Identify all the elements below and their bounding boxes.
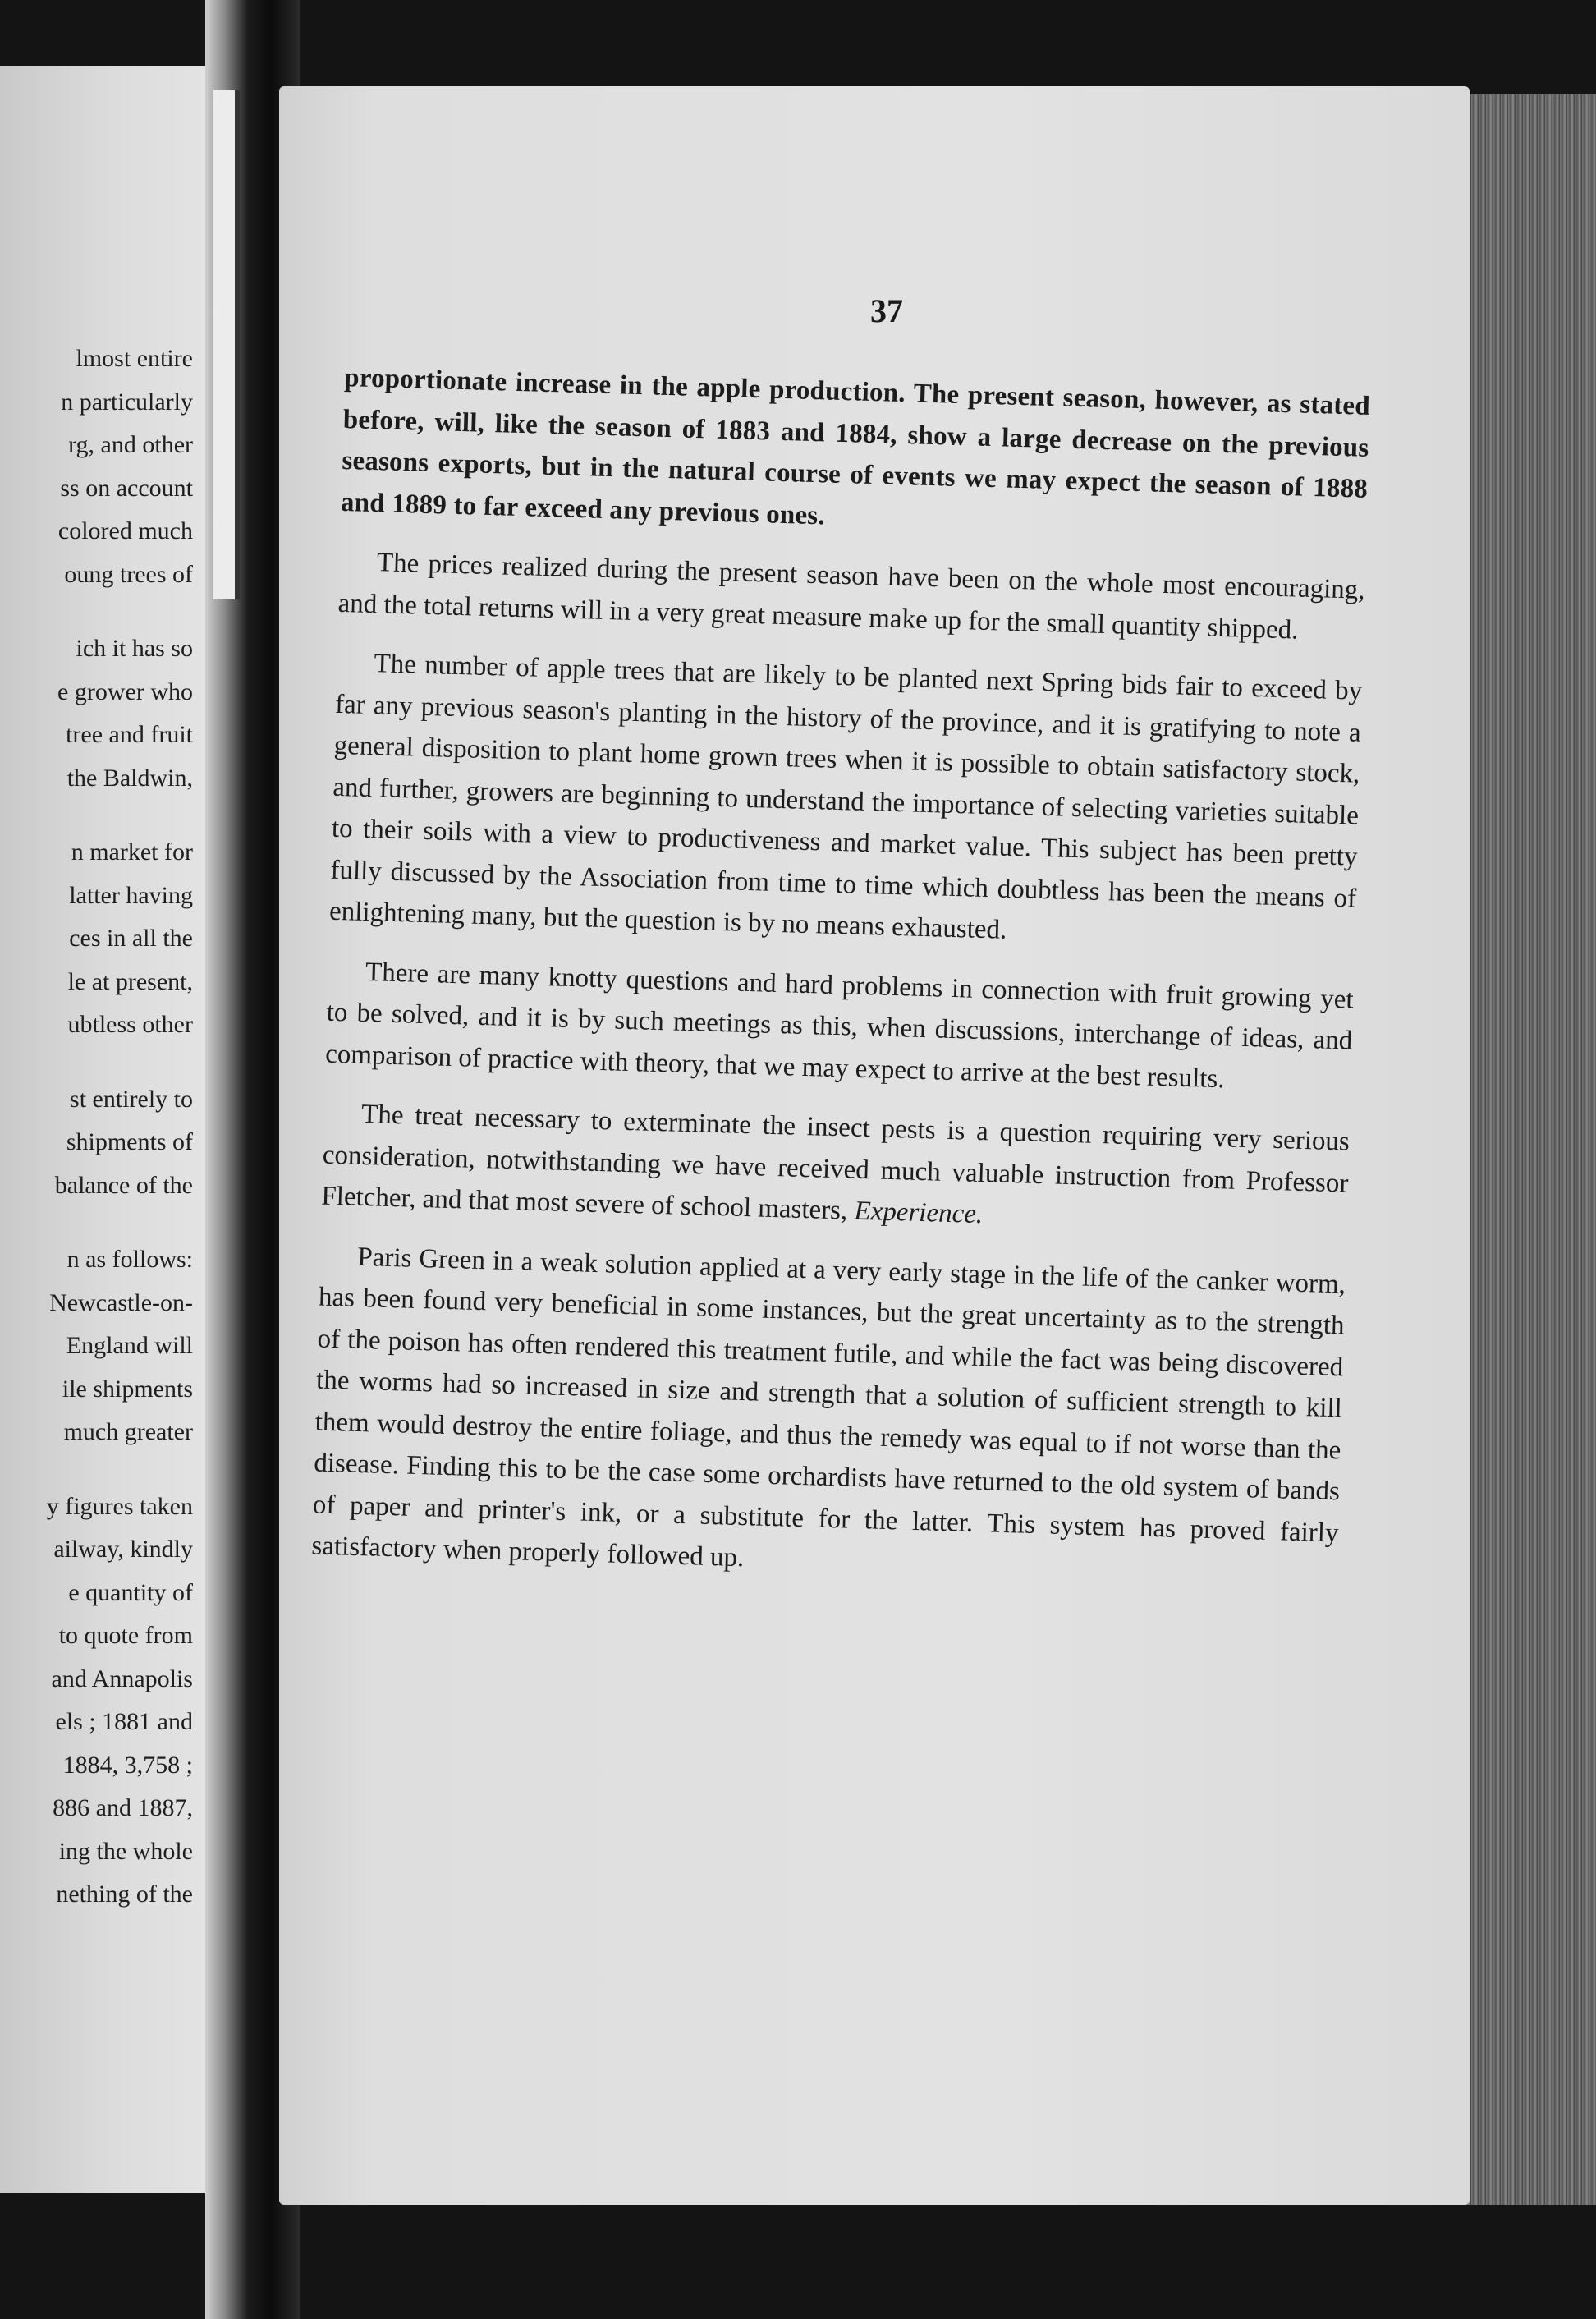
left-page-line: le at present, — [67, 967, 193, 995]
left-page-line: tree and fruit — [66, 721, 193, 748]
left-page-line: colored much — [57, 517, 193, 544]
left-page-line: lmost entire — [76, 345, 193, 372]
left-page-line: nething of the — [56, 1880, 193, 1908]
emphasis-text: Experience. — [854, 1196, 984, 1230]
left-page-line: n as follows: — [66, 1246, 193, 1273]
left-page-line: e grower who — [57, 677, 193, 705]
left-page-line: latter having — [69, 881, 193, 909]
left-page-line: ing the whole — [58, 1837, 193, 1865]
left-page-fragment — [0, 66, 205, 2193]
left-page-line: Newcastle-on- — [49, 1288, 193, 1316]
left-page-line: y figures taken — [46, 1492, 193, 1520]
right-page — [279, 86, 1470, 2205]
paragraph: The prices realized during the present season have been on the whole most encouraging, and the total returns will in a very great measure make up for the small quantity shipped. — [337, 548, 1366, 645]
left-page-line: shipments of — [66, 1128, 193, 1155]
page-body — [310, 357, 1370, 1614]
paragraph: There are many knotty questions and hard problems in connection with fruit growing yet to be solved, and it is by such meetings as this, when discussions, interchange of ideas, and comparison of practice with theory, that we may expect to arrive at the best results. — [324, 957, 1355, 1094]
paragraph: The number of apple trees that are likely to be planted next Spring bids fair to exceed by far any previous season's planting in the history of the province, and it is gratifying to note a general disposition to plant home grown trees when it is possible to obtain satisfactory stock, and further, growers are beginning to understand the importance of selecting varieties suitable to their soils with a view to productiveness and market value. This subject has been pretty fully discussed by the Association from time to time which doubtless has been the means of enlightening many, but the question is by no means exhausted. — [328, 649, 1363, 945]
left-page-line: n market for — [71, 838, 193, 866]
paragraph-text: The treat necessary to exterminate the insect pests is a question requiring very serious consideration, notwithstanding we have received much valuable instruction from Professor Fletcher, and that most severe of school masters, — [320, 1099, 1351, 1226]
left-page-line: the Baldwin, — [66, 764, 193, 792]
paragraph: Paris Green in a weak solution applied at a very early stage in the life of the canker worm, has been found very beneficial in some instances, but the great uncertainty as to the strength of the poison has often rendered this treatment futile, and while the fact was being discovered the worms had so increased in size and strength that a solution of sufficient strength to kill them would destroy the entire foliage, and thus the remedy was equal to if not worse than the disease. Finding this to be the case some orchardists have returned to the old system of bands of paper and printer's ink, or a substitute for the latter. This system has proved fairly satisfactory when properly followed up. — [311, 1242, 1346, 1573]
left-page-line: ces in all the — [69, 925, 193, 952]
left-page-line: ubtless other — [67, 1011, 193, 1038]
left-page-line: and Annapolis — [51, 1665, 193, 1692]
left-page-line: balance of the — [54, 1171, 193, 1199]
left-page-line: 1884, 3,758 ; — [62, 1751, 193, 1779]
left-page-line: e quantity of — [68, 1578, 193, 1606]
left-page-line: ile shipments — [62, 1375, 193, 1403]
left-page-line: n particularly — [61, 388, 193, 416]
gutter-paper-edge — [213, 90, 240, 599]
left-page-line: oung trees of — [64, 560, 193, 588]
left-page-line: els ; 1881 and — [55, 1708, 193, 1735]
left-page-line: England will — [66, 1332, 193, 1359]
page-number: 37 — [870, 292, 903, 329]
left-page-line: much greater — [63, 1418, 193, 1445]
left-page-line: 886 and 1887, — [53, 1794, 193, 1821]
left-page-line: ailway, kindly — [53, 1536, 193, 1563]
paragraph: proportionate increase in the apple production. The present season, however, as stated before, will, like the season of 1883 and 1884, show a large decrease on the previous seasons exports, but in the natural course of events we may expect the season of 1888 and 1889 to far exceed any previous ones. — [340, 362, 1371, 530]
left-page-line: ich it has so — [76, 635, 193, 662]
left-page-line: to quote from — [58, 1622, 193, 1649]
paragraph — [321, 1093, 1351, 1246]
left-page-line: rg, and other — [68, 431, 193, 458]
left-page-line: st entirely to — [70, 1085, 193, 1113]
left-page-line: ss on account — [60, 474, 193, 502]
